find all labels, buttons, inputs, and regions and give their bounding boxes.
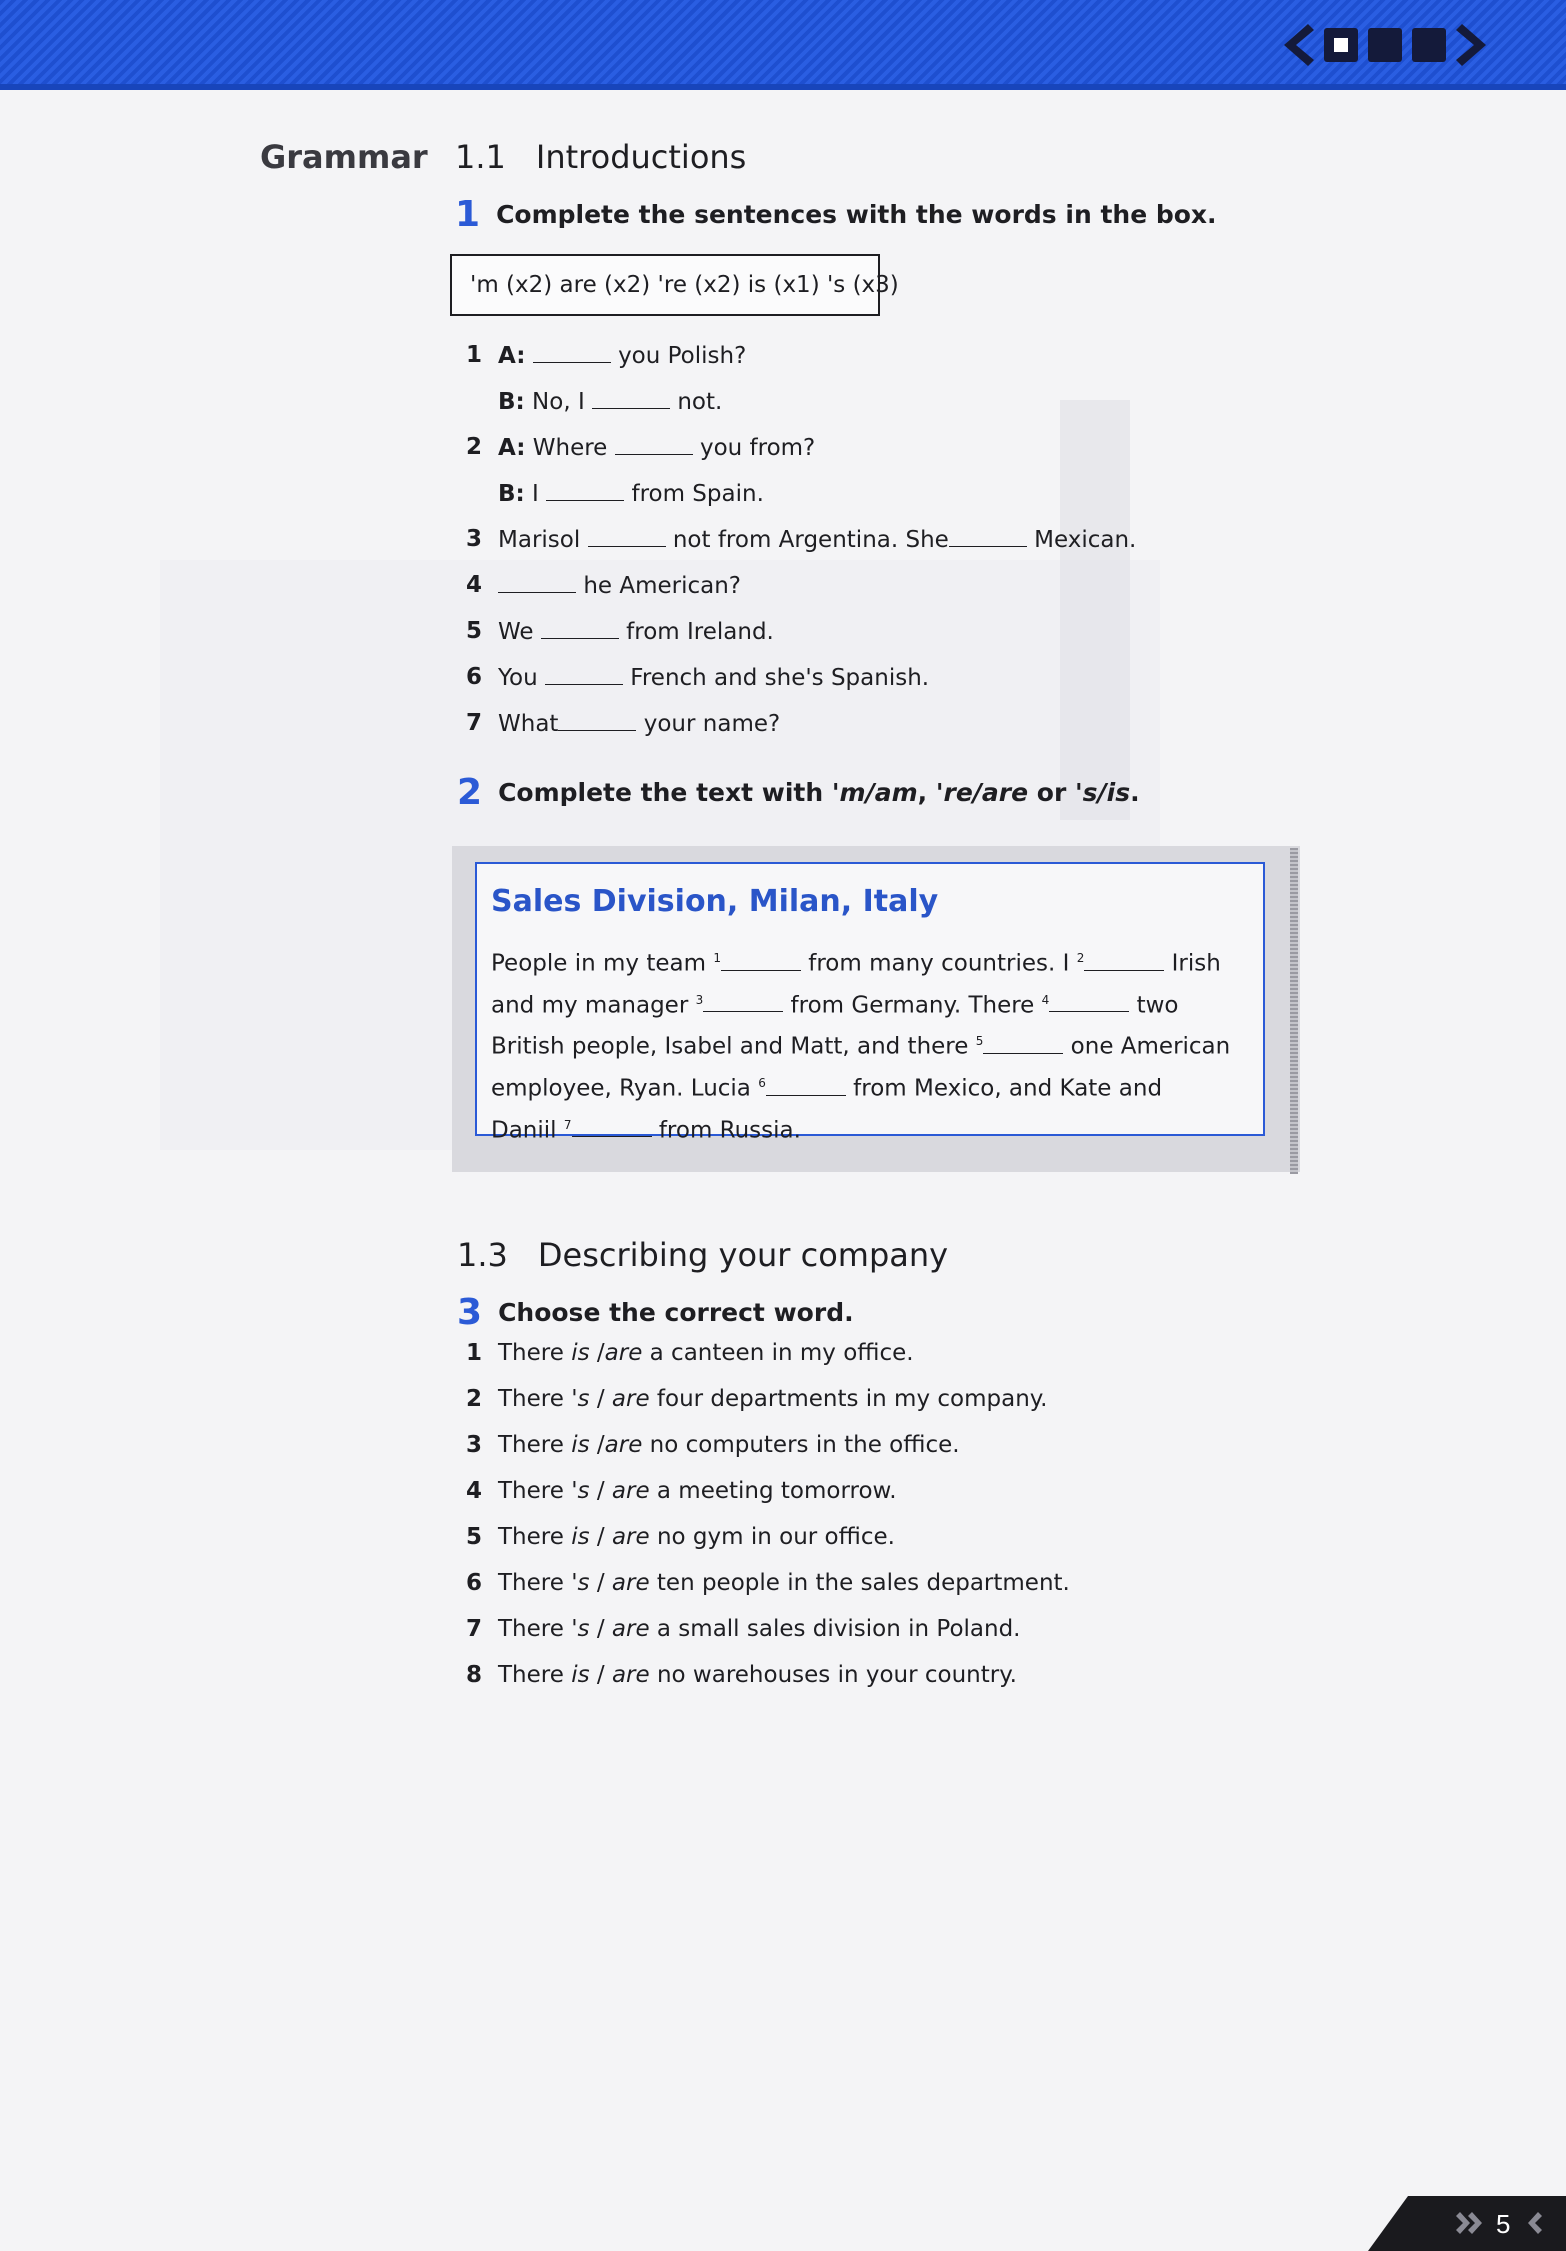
exercise-1-heading bbox=[455, 194, 1217, 235]
answer-blank[interactable] bbox=[1049, 991, 1129, 1012]
answer-blank[interactable] bbox=[588, 526, 666, 547]
answer-blank[interactable] bbox=[766, 1075, 846, 1096]
answer-blank[interactable] bbox=[546, 480, 624, 501]
option-choice[interactable]: are bbox=[611, 1478, 650, 1504]
section-number: 1.1 bbox=[455, 138, 506, 176]
option-choice[interactable]: is bbox=[571, 1524, 590, 1550]
option-choice[interactable]: 's bbox=[571, 1570, 590, 1596]
option-choice[interactable]: is bbox=[571, 1340, 590, 1366]
square-selected-icon[interactable] bbox=[1324, 28, 1358, 62]
answer-blank[interactable] bbox=[545, 664, 623, 685]
answer-blank[interactable] bbox=[541, 618, 619, 639]
exercise-number: 2 bbox=[457, 772, 483, 813]
exercise-number: 1 bbox=[455, 194, 481, 235]
answer-blank[interactable] bbox=[703, 991, 783, 1012]
option-choice[interactable]: are bbox=[604, 1340, 643, 1366]
answer-blank[interactable] bbox=[1084, 950, 1164, 971]
chevron-right-icon[interactable] bbox=[1456, 22, 1492, 68]
answer-blank[interactable] bbox=[592, 388, 670, 409]
option-choice[interactable]: 's bbox=[571, 1616, 590, 1642]
exercise-number: 3 bbox=[457, 1292, 483, 1333]
exercise-2-heading: 2 Complete the text with 'm/am, 're/are or 's/is. bbox=[457, 772, 1140, 813]
section-heading bbox=[455, 138, 746, 176]
answer-blank[interactable] bbox=[558, 710, 636, 731]
section-heading bbox=[457, 1236, 948, 1274]
word-box: 'm (x2) are (x2) 're (x2) is (x1) 's (x3) bbox=[450, 254, 880, 316]
section-number: 1.3 bbox=[457, 1236, 508, 1274]
page-number-tab bbox=[1368, 2196, 1566, 2251]
option-choice[interactable]: 's bbox=[571, 1386, 590, 1412]
option-choice[interactable]: are bbox=[611, 1616, 650, 1642]
option-choice[interactable]: are bbox=[611, 1524, 650, 1550]
option-choice[interactable]: is bbox=[571, 1432, 590, 1458]
section-label: Grammar bbox=[260, 138, 428, 176]
answer-blank[interactable] bbox=[983, 1033, 1063, 1054]
option-choice[interactable]: are bbox=[611, 1662, 650, 1688]
section-title: Introductions bbox=[535, 138, 747, 176]
reading-text-box bbox=[475, 862, 1265, 1144]
answer-blank[interactable] bbox=[572, 1116, 652, 1137]
answer-blank[interactable] bbox=[721, 950, 801, 971]
section-title: Describing your company bbox=[537, 1236, 949, 1274]
show-through-panel bbox=[1060, 400, 1130, 820]
answer-blank[interactable] bbox=[949, 526, 1027, 547]
text-box-edge bbox=[1290, 848, 1298, 1174]
reading-title: Sales Division, Milan, Italy bbox=[491, 884, 939, 919]
exercise-instruction: Complete the sentences with the words in the box. bbox=[496, 200, 1217, 229]
square-icon[interactable] bbox=[1368, 28, 1402, 62]
chevron-left-icon[interactable] bbox=[1278, 22, 1314, 68]
answer-blank[interactable] bbox=[498, 572, 576, 593]
reading-text: People in my team $^1$ from many countries. I $^2$ Irish and my manager $^3$ from Germany. There $^4$ two British people, Isabel and Matt, and there $^5$ one American employee, Ryan. Lucia $^6$ from Mexico, and Kate and Daniil $^7$ from Russia. bbox=[491, 950, 1231, 1144]
header-band bbox=[0, 0, 1566, 90]
answer-blank[interactable] bbox=[533, 342, 611, 363]
square-icon[interactable] bbox=[1412, 28, 1446, 62]
option-choice[interactable]: are bbox=[604, 1432, 643, 1458]
option-choice[interactable]: is bbox=[571, 1662, 590, 1688]
exercise-3-heading: 3 Choose the correct word. bbox=[457, 1292, 854, 1333]
option-choice[interactable]: are bbox=[611, 1570, 650, 1596]
option-choice[interactable]: 's bbox=[571, 1478, 590, 1504]
option-choice[interactable]: are bbox=[611, 1386, 650, 1412]
page-navigation bbox=[1278, 22, 1492, 68]
answer-blank[interactable] bbox=[615, 434, 693, 455]
page-number: 5 bbox=[1496, 2209, 1511, 2239]
